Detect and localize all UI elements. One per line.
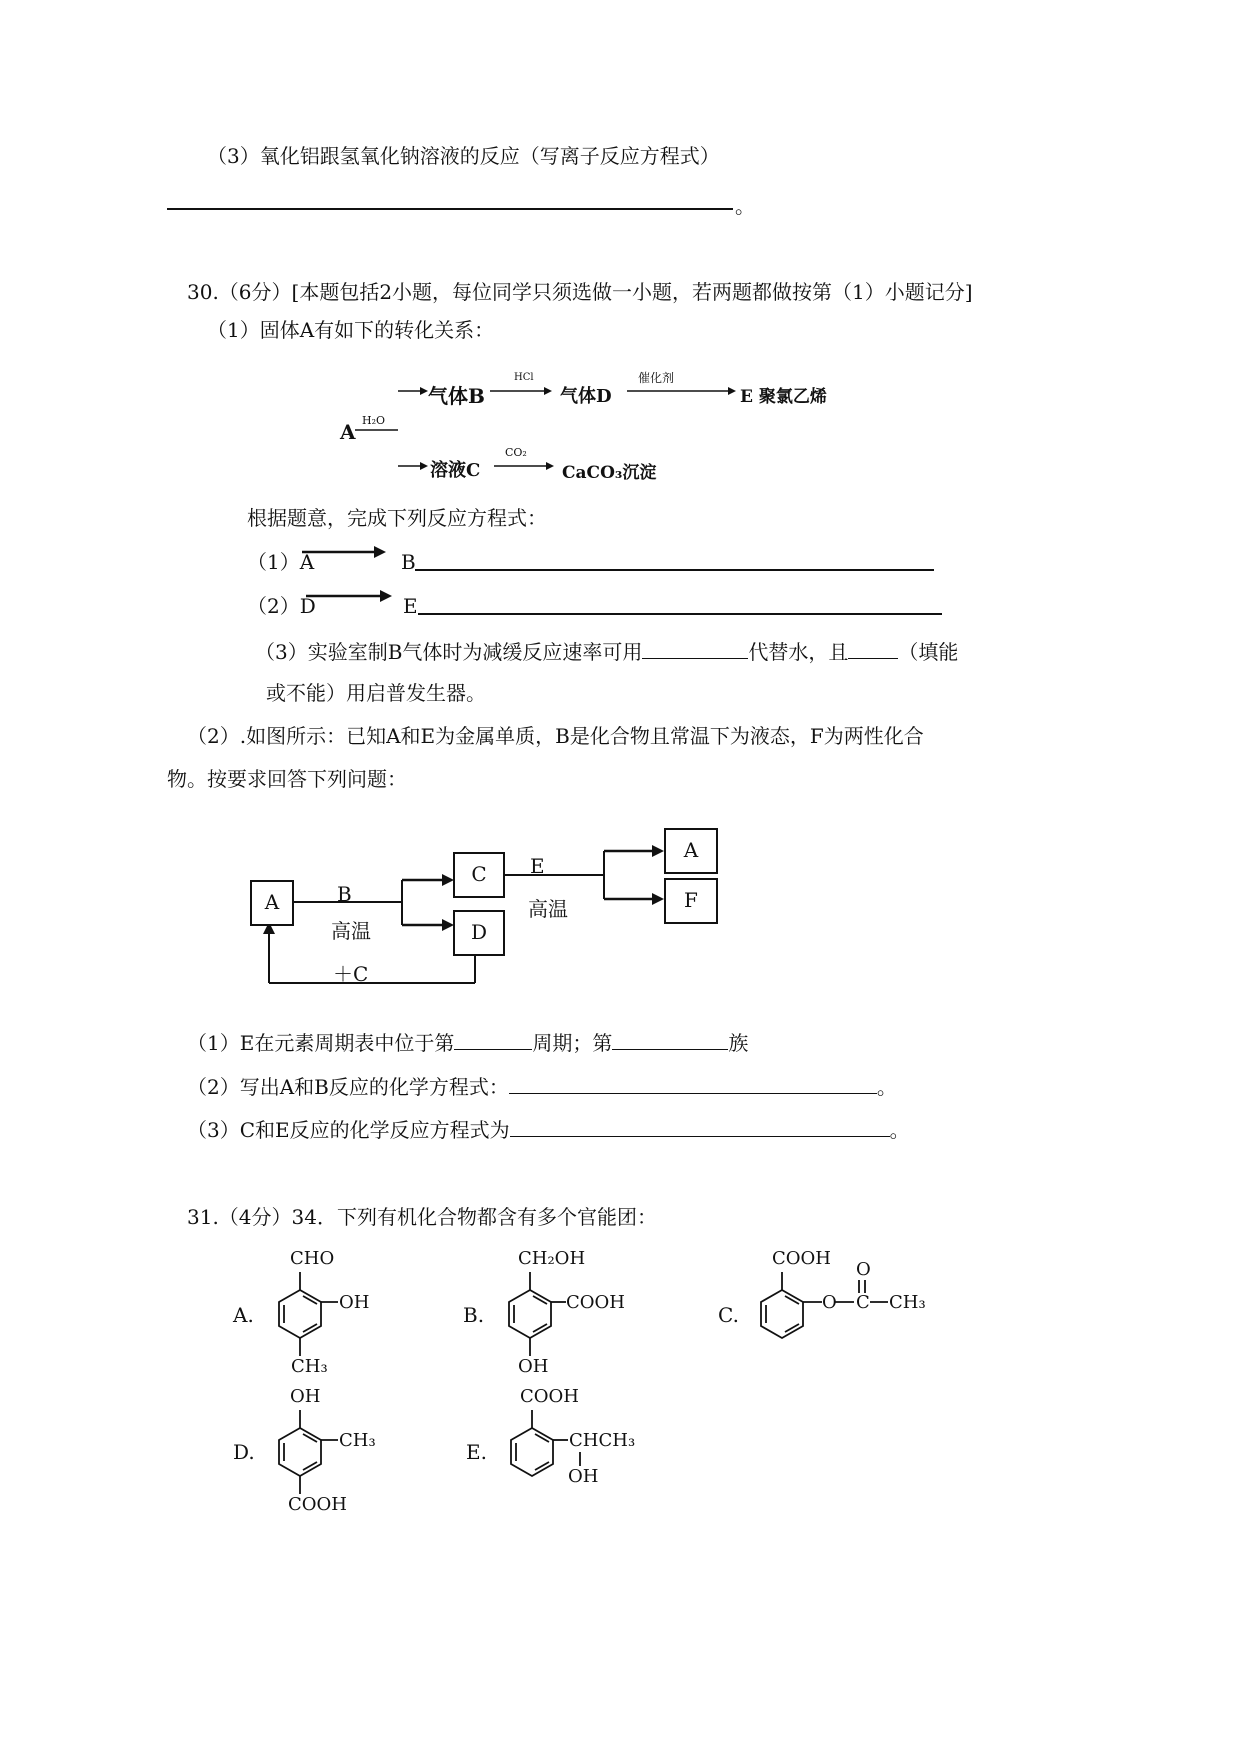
scheme-gas-d: 气体D — [560, 386, 612, 407]
compound-c-carbon: C — [856, 1292, 870, 1313]
compound-d-label: D. — [233, 1440, 255, 1464]
scheme-caco3: CaCO₃沉淀 — [562, 463, 657, 483]
eq1-right: B — [401, 550, 416, 574]
scheme-sol-c: 溶液C — [430, 460, 481, 481]
eq2-label: （2）D — [247, 594, 316, 618]
eq1-label: （1）A — [247, 550, 315, 574]
sq3-end: 。 — [889, 1118, 910, 1142]
sq1-text-a: （1）E在元素周期表中位于第 — [187, 1031, 455, 1055]
scheme-catalyst: 催化剂 — [638, 371, 675, 385]
compound-b-label: B. — [463, 1303, 485, 1327]
scheme-hcl: HCl — [514, 372, 534, 383]
compound-a-bottom: CH₃ — [291, 1356, 328, 1377]
q31-header: 31.（4分）34．下列有机化合物都含有多个官能团： — [187, 1205, 657, 1229]
sq1-text-b: 周期；第 — [532, 1031, 613, 1055]
flow-box-a: A — [250, 880, 294, 926]
compound-c-o-bridge: O — [822, 1292, 837, 1313]
compound-b-bottom: OH — [518, 1356, 549, 1377]
q3-text-b: 代替水，且 — [748, 640, 849, 664]
sq2-end: 。 — [876, 1075, 897, 1099]
compound-d-bottom: COOH — [288, 1494, 347, 1515]
flow-label-high-temp-2: 高温 — [528, 897, 568, 921]
compound-b-right: COOH — [566, 1292, 625, 1313]
q30-part2-line2: 物。按要求回答下列问题： — [167, 767, 407, 791]
flow-box-c: C — [453, 852, 505, 898]
scheme-h2o: H₂O — [362, 414, 386, 427]
q29-end-mark: 。 — [735, 194, 755, 218]
scheme-e: E 聚氯乙烯 — [740, 387, 827, 407]
q30-part2-line1: （2）.如图所示：已知A和E为金属单质，B是化合物且常温下为液态，F为两性化合 — [187, 724, 924, 748]
compound-a-right: OH — [339, 1292, 370, 1313]
compound-a-label: A. — [233, 1303, 254, 1327]
flow-label-plus-c: ＋C — [333, 962, 369, 986]
compound-c-top: COOH — [772, 1248, 831, 1269]
scheme-co2: CO₂ — [505, 446, 527, 459]
flow-label-high-temp-1: 高温 — [331, 919, 371, 943]
q30-instruction: 根据题意，完成下列反应方程式： — [247, 506, 547, 530]
flow-box-out-a: A — [664, 828, 718, 874]
compound-c-ch3: CH₃ — [889, 1292, 926, 1313]
scheme-gas-b: 气体B — [428, 384, 485, 408]
q3-text-a: （3）实验室制B气体时为减缓反应速率可用 — [255, 640, 643, 664]
q30-header: 30.（6分）[本题包括2小题，每位同学只须选做一小题，若两题都做按第（1）小题记分] — [187, 280, 973, 304]
compound-e-top: COOH — [520, 1386, 579, 1407]
flow-box-d: D — [453, 910, 505, 956]
q30-q3-line2: 或不能）用启普发生器。 — [266, 681, 486, 705]
compound-c-label: C. — [718, 1303, 739, 1327]
q29-part3-text: （3）氧化铝跟氢氧化钠溶液的反应（写离子反应方程式） — [207, 144, 720, 168]
q30-part1-intro: （1）固体A有如下的转化关系： — [207, 318, 495, 342]
sq2-text: （2）写出A和B反应的化学方程式： — [187, 1075, 509, 1099]
compound-e-label: E. — [466, 1440, 487, 1464]
compound-d-top: OH — [290, 1386, 321, 1407]
compound-c-carbonyl-o: O — [856, 1259, 871, 1280]
scheme-a: A — [340, 420, 356, 444]
compound-d-right: CH₃ — [339, 1430, 376, 1451]
sq3-text: （3）C和E反应的化学反应方程式为 — [187, 1118, 510, 1142]
eq2-right: E — [403, 594, 418, 618]
compound-a-top: CHO — [290, 1248, 335, 1269]
flow-label-b: B — [337, 882, 352, 906]
q3-text-c: （填能 — [898, 640, 959, 664]
flow-label-e: E — [530, 854, 545, 878]
compound-e-oh: OH — [568, 1466, 599, 1487]
compound-e-right: CHCH₃ — [569, 1430, 636, 1451]
sq1-text-c: 族 — [728, 1031, 749, 1055]
flow-box-out-f: F — [664, 878, 718, 924]
compound-b-top: CH₂OH — [518, 1248, 586, 1269]
